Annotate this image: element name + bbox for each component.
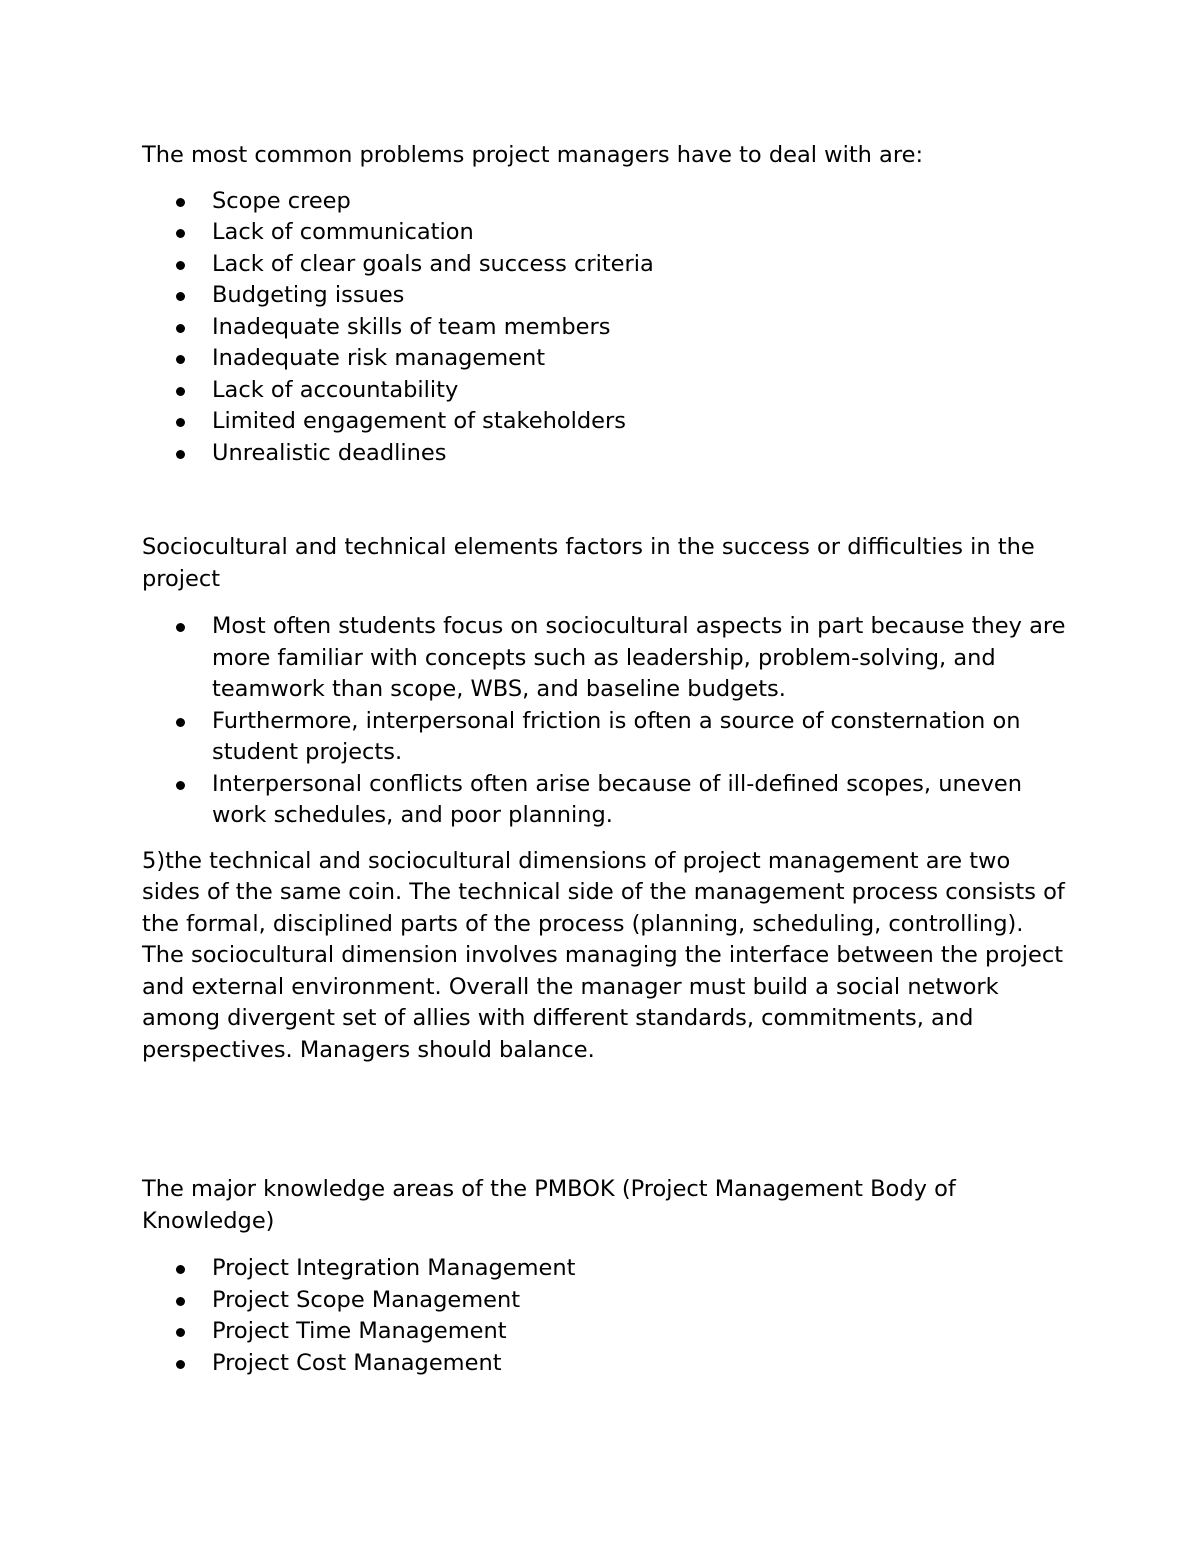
bullet-icon — [176, 1360, 185, 1369]
list-item: Limited engagement of stakeholders — [142, 406, 1072, 438]
list-item: Lack of communication — [142, 217, 1072, 249]
list-item: Furthermore, interpersonal friction is often a source of consternation on student projects. — [142, 706, 1072, 769]
problems-list — [142, 186, 1072, 470]
list-item: Project Integration Management — [142, 1253, 1072, 1285]
bullet-icon — [176, 718, 185, 727]
bullet-icon — [176, 324, 185, 333]
list-item: Most often students focus on sociocultural aspects in part because they are more familiar with concepts such as leadership, problem-solving, and teamwork than scope, WBS, and baseline budgets. — [142, 611, 1072, 706]
knowledge-areas-list — [142, 1253, 1072, 1379]
bullet-icon — [176, 450, 185, 459]
section2-heading: Sociocultural and technical elements factors in the success or difficulties in the project — [142, 534, 1035, 592]
document-body — [142, 140, 1072, 1379]
list-item: Interpersonal conflicts often arise because of ill-defined scopes, uneven work schedules, and poor planning. — [142, 769, 1072, 832]
dimensions-paragraph: 5)the technical and sociocultural dimensions of project management are two sides of the same coin. The technical side of the management process consists of the formal, disciplined parts of the process (planning, scheduling, controlling). The sociocultural dimension involves managing the interface between the project and external environment. Overall the manager must build a social network among divergent set of allies with different standards, commitments, and perspectives. Managers should balance. — [142, 847, 1065, 1063]
list-item: Project Scope Management — [142, 1285, 1072, 1317]
list-item: Inadequate skills of team members — [142, 312, 1072, 344]
bullet-icon — [176, 261, 185, 270]
bullet-icon — [176, 292, 185, 301]
list-item: Inadequate risk management — [142, 343, 1072, 375]
list-item: Project Cost Management — [142, 1348, 1072, 1380]
list-item: Project Time Management — [142, 1316, 1072, 1348]
list-item: Scope creep — [142, 186, 1072, 218]
bullet-icon — [176, 355, 185, 364]
section4-heading: The major knowledge areas of the PMBOK (Project Management Body of Knowledge) — [142, 1176, 956, 1234]
factors-list — [142, 611, 1072, 832]
bullet-icon — [176, 229, 185, 238]
bullet-icon — [176, 1265, 185, 1274]
bullet-icon — [176, 418, 185, 427]
bullet-icon — [176, 198, 185, 207]
bullet-icon — [176, 387, 185, 396]
bullet-icon — [176, 1328, 185, 1337]
list-item: Lack of clear goals and success criteria — [142, 249, 1072, 281]
bullet-icon — [176, 781, 185, 790]
bullet-icon — [176, 623, 185, 632]
list-item: Unrealistic deadlines — [142, 438, 1072, 470]
section1-heading: The most common problems project managers have to deal with are: — [142, 142, 924, 168]
list-item: Budgeting issues — [142, 280, 1072, 312]
list-item: Lack of accountability — [142, 375, 1072, 407]
bullet-icon — [176, 1297, 185, 1306]
